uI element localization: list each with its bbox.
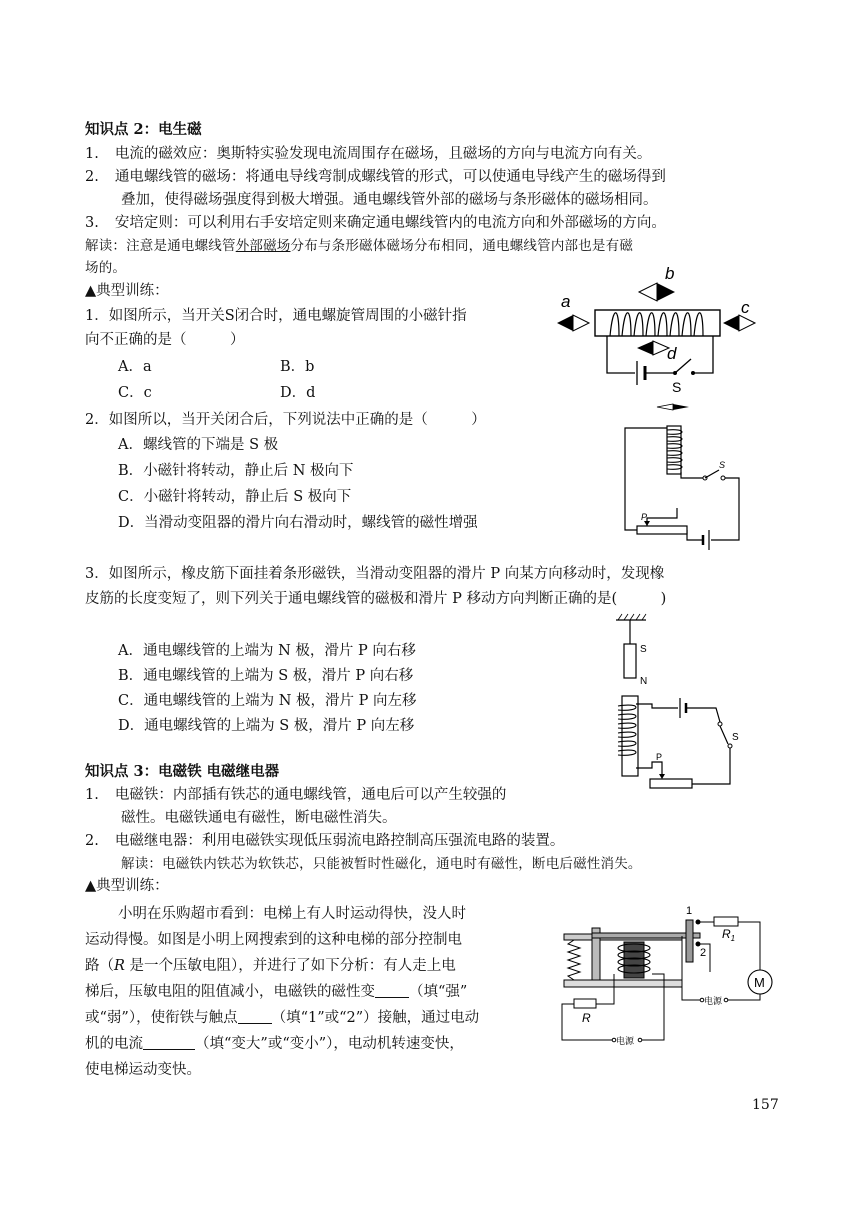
circuit-wire xyxy=(693,336,713,373)
label-switch-s: S xyxy=(672,379,682,395)
q1-option-b: B．b xyxy=(280,359,315,375)
item-text: 电磁继电器：利用电磁铁实现低压弱流电路控制高压强流电路的装置。 xyxy=(114,833,565,849)
label-c: c xyxy=(741,298,750,317)
note-text-2: 分布与条形磁体磁场分布相同，通电螺线管内部也是有磁 xyxy=(290,238,634,254)
label-contact-1: 1 xyxy=(686,905,693,917)
item-number: 2. xyxy=(85,833,99,849)
label-power-source-low: 电源 xyxy=(616,1036,635,1046)
armature xyxy=(592,933,700,938)
answer-blank-2[interactable] xyxy=(238,1009,272,1024)
label-motor-m: M xyxy=(754,975,765,990)
q2-option-a: A．螺线管的下端是 S 极 xyxy=(118,437,279,453)
coil-windings xyxy=(667,430,682,470)
q3-option-c: C．通电螺线管的上端为 N 极，滑片 P 向左移 xyxy=(118,693,417,709)
switch-contact xyxy=(728,744,732,748)
label-d: d xyxy=(667,344,677,363)
section-title-kp2: 知识点 2：电生磁 xyxy=(85,121,202,138)
text: （填“变大”或“变小”），电动机转速变快， xyxy=(195,1036,464,1052)
q2-option-d: D．当滑动变阻器的滑片向右滑动时，螺线管的磁性增强 xyxy=(118,515,478,531)
page-number: 157 xyxy=(752,1097,779,1113)
kp2-item-2-cont: 叠加，使得磁场强度得到极大增强。通电螺线管外部的磁场与条形磁体的磁场相同。 xyxy=(121,192,658,208)
q2-stem: 2．如图所以，当开关闭合后，下列说法中正确的是（ ） xyxy=(85,412,486,428)
q4-line7: 使电梯运动变快。 xyxy=(85,1062,201,1078)
answer-blank-3[interactable] xyxy=(143,1035,195,1050)
q1-option-a: A．a xyxy=(118,359,152,375)
q2-option-c: C．小磁针将转动，静止后 S 极向下 xyxy=(118,489,352,505)
switch-contact xyxy=(721,476,725,480)
training-heading-1: ▲典型训练： xyxy=(85,283,169,299)
q4-line5 xyxy=(85,1006,479,1027)
kp3-item-1 xyxy=(85,783,506,804)
switch-blade xyxy=(705,470,719,478)
compass-needle-a xyxy=(557,315,589,331)
kp2-item-1 xyxy=(85,142,651,163)
kp2-item-3 xyxy=(85,211,666,232)
switch-blade xyxy=(675,359,691,373)
item-number: 1. xyxy=(85,146,99,162)
slider-arrow xyxy=(659,774,665,779)
q4-line6 xyxy=(85,1032,464,1053)
q4-line2: 运动得慢。如图是小明上网搜索到的这种电梯的部分控制电 xyxy=(85,932,462,948)
q2-option-b: B．小磁针将转动，静止后 N 极向下 xyxy=(118,463,354,479)
answer-blank-1[interactable] xyxy=(375,983,409,998)
rheostat-slider xyxy=(647,508,677,526)
label-s-pole: S xyxy=(640,644,647,655)
label-switch-s: S xyxy=(719,460,726,470)
compass-needle xyxy=(657,404,689,410)
item-text: 电流的磁效应：奥斯特实验发现电流周围存在磁场，且磁场的方向与电流方向有关。 xyxy=(114,146,652,162)
kp2-item-2 xyxy=(85,165,666,186)
text: 路（ xyxy=(85,958,114,974)
circuit-wire xyxy=(692,748,730,784)
circuit-wire xyxy=(686,708,720,722)
text: 是一个压敏电阻），并进行了如下分析：有人走上电 xyxy=(124,958,456,974)
q4-line3 xyxy=(85,954,456,975)
q3-option-b: B．通电螺线管的上端为 S 极，滑片 P 向右移 xyxy=(118,668,414,684)
text: 机的电流 xyxy=(85,1036,143,1052)
circuit-wire xyxy=(728,994,760,1000)
item-text: 电磁铁：内部插有铁芯的通电螺线管，通电后可以产生较强的 xyxy=(114,787,507,803)
kp2-note xyxy=(85,234,633,254)
item-text: 安培定则：可以利用右手安培定则来确定通电螺线管内的电流方向和外部磁场的方向。 xyxy=(114,215,666,231)
bar-magnet xyxy=(624,644,636,678)
label-r: R xyxy=(582,1011,591,1025)
circuit-wire xyxy=(711,478,739,540)
pressure-resistor-r xyxy=(574,999,596,1008)
q3-circuit-figure xyxy=(612,612,752,792)
label-contact-2: 2 xyxy=(700,947,707,959)
text: 或“弱”），使衔铁与触点 xyxy=(85,1010,238,1026)
coil-windings xyxy=(610,313,703,336)
kp3-item-1-cont: 磁性。电磁铁通电有磁性，断电磁性消失。 xyxy=(121,810,397,826)
power-terminal xyxy=(638,1038,642,1042)
q3-option-d: D．通电螺线管的上端为 S 极，滑片 P 向左移 xyxy=(118,718,415,734)
resistor-symbol-r: R xyxy=(114,958,125,974)
text: （填“1”或“2”）接触，通过电动 xyxy=(271,1010,480,1026)
q3-stem-line2: 皮筋的长度变短了，则下列关于通电螺线管的磁极和滑片 P 移动方向判断正确的是( ) xyxy=(85,591,667,607)
q1-stem-line2: 向不正确的是（ ） xyxy=(85,332,245,348)
label-r1: $R_1$ xyxy=(722,927,736,943)
label-p: P xyxy=(641,512,648,522)
label-b: b xyxy=(665,264,675,283)
compass-needle-d xyxy=(637,341,669,355)
section-title-kp3: 知识点 3：电磁铁 电磁继电器 xyxy=(85,763,280,780)
note-text: 解读：注意是通电螺线管 xyxy=(85,238,236,254)
circuit-wire xyxy=(636,762,662,774)
circuit-wire xyxy=(681,472,703,478)
kp3-note: 解读：电磁铁内铁芯为软铁芯，只能被暂时性磁化，通电时有磁性，断电后磁性消失。 xyxy=(121,856,642,872)
power-terminal xyxy=(724,998,728,1002)
q1-stem-line1: 1．如图所示，当开关S闭合时，通电螺旋管周围的小磁针指 xyxy=(85,308,467,324)
resistor-r1 xyxy=(714,917,738,926)
circuit-wire xyxy=(687,530,703,540)
q4-line4 xyxy=(85,980,467,1001)
ceiling-hatch xyxy=(618,614,646,620)
q1-option-c: C．c xyxy=(118,385,152,401)
item-number: 2. xyxy=(85,169,99,185)
label-power-source-high: 电源 xyxy=(704,996,723,1006)
q3-stem-line1: 3．如图所示，橡皮筋下面挂着条形磁铁，当滑动变阻器的滑片 P 向某方向移动时，发现橡 xyxy=(85,566,665,582)
rheostat xyxy=(650,779,692,788)
item-number: 3. xyxy=(85,215,99,231)
switch-contact xyxy=(718,722,722,726)
q4-relay-figure xyxy=(552,900,782,1050)
compass-needle-b xyxy=(639,283,675,301)
label-switch-s: S xyxy=(732,732,739,743)
kp2-note-line2: 场的。 xyxy=(85,260,127,276)
label-n-pole: N xyxy=(640,676,648,687)
circuit-wire xyxy=(607,336,635,373)
kp3-item-2 xyxy=(85,829,564,850)
contact-post xyxy=(686,920,693,962)
q1-option-d: D．d xyxy=(280,385,316,401)
compass-needle-c xyxy=(723,315,755,331)
text: 梯后，压敏电阻的阻值减小，电磁铁的磁性变 xyxy=(85,984,375,1000)
text: （填“强” xyxy=(409,984,468,1000)
spring xyxy=(568,940,580,980)
q4-line1: 小明在乐购超市看到：电梯上有人时运动得快，没人时 xyxy=(118,906,466,922)
label-a: a xyxy=(561,292,571,311)
circuit-wire xyxy=(636,704,678,708)
training-heading-2: ▲典型训练： xyxy=(85,878,169,894)
label-p: P xyxy=(656,752,663,762)
rheostat xyxy=(637,526,687,534)
circuit-wire xyxy=(738,922,760,970)
item-number: 1. xyxy=(85,787,99,803)
solenoid-core xyxy=(667,426,681,474)
q3-option-a: A．通电螺线管的上端为 N 极，滑片 P 向右移 xyxy=(118,643,416,659)
q1-solenoid-figure xyxy=(555,265,790,395)
switch-blade xyxy=(720,726,728,744)
q2-circuit-figure xyxy=(615,400,745,550)
item-text: 通电螺线管的磁场：将通电导线弯制成螺线管的形式，可以使通电导线产生的磁场得到 xyxy=(114,169,666,185)
note-underlined: 外部磁场 xyxy=(235,238,291,254)
